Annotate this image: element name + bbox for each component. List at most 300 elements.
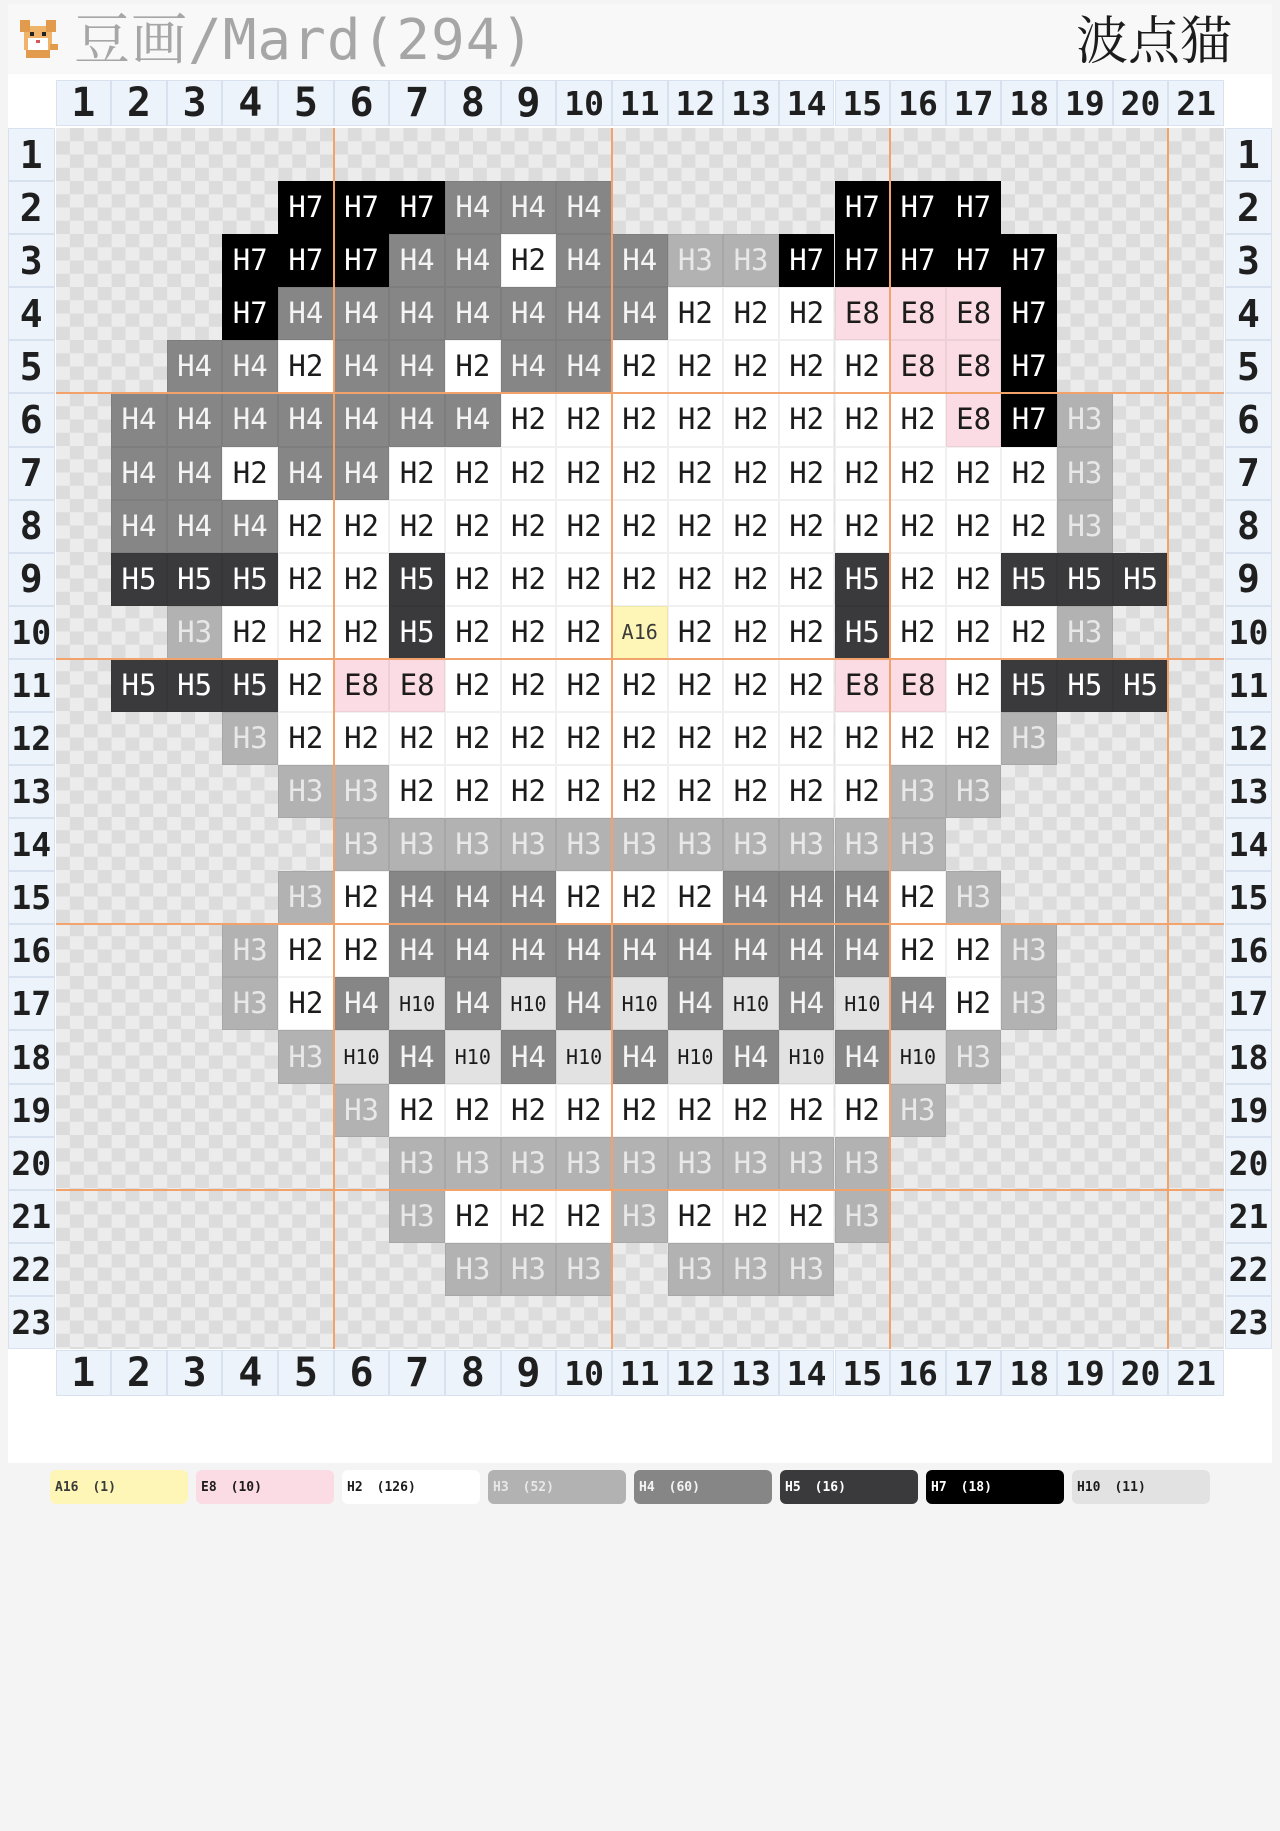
bead-cell[interactable]: H2: [779, 553, 835, 606]
bead-cell[interactable]: H2: [278, 553, 334, 606]
bead-cell[interactable]: H4: [278, 393, 334, 446]
bead-cell[interactable]: H2: [890, 924, 946, 977]
bead-cell[interactable]: H2: [946, 977, 1002, 1030]
bead-cell[interactable]: H4: [111, 393, 167, 446]
bead-cell[interactable]: H2: [445, 1084, 501, 1137]
bead-cell[interactable]: H2: [668, 1084, 724, 1137]
bead-cell[interactable]: H10: [723, 977, 779, 1030]
bead-cell[interactable]: H2: [445, 340, 501, 393]
bead-cell[interactable]: H4: [556, 340, 612, 393]
bead-cell[interactable]: H2: [556, 871, 612, 924]
bead-cell[interactable]: H3: [1001, 977, 1057, 1030]
bead-cell[interactable]: H10: [501, 977, 557, 1030]
bead-cell[interactable]: H10: [668, 1030, 724, 1083]
bead-cell[interactable]: H2: [445, 765, 501, 818]
bead-cell[interactable]: H3: [278, 765, 334, 818]
bead-cell[interactable]: H2: [501, 393, 557, 446]
bead-cell[interactable]: H4: [334, 340, 390, 393]
bead-cell[interactable]: H7: [1001, 234, 1057, 287]
bead-cell[interactable]: H10: [835, 977, 891, 1030]
bead-cell[interactable]: H4: [445, 924, 501, 977]
bead-cell[interactable]: H3: [890, 1084, 946, 1137]
bead-cell[interactable]: H3: [835, 1137, 891, 1190]
bead-cell[interactable]: H4: [334, 447, 390, 500]
bead-cell[interactable]: H7: [278, 234, 334, 287]
bead-cell[interactable]: H10: [779, 1030, 835, 1083]
bead-cell[interactable]: H3: [723, 1243, 779, 1296]
bead-cell[interactable]: H2: [278, 659, 334, 712]
bead-cell[interactable]: H2: [334, 871, 390, 924]
bead-cell[interactable]: H2: [556, 500, 612, 553]
bead-cell[interactable]: H4: [222, 393, 278, 446]
bead-cell[interactable]: H2: [501, 765, 557, 818]
bead-cell[interactable]: H4: [334, 287, 390, 340]
bead-cell[interactable]: H2: [668, 553, 724, 606]
bead-cell[interactable]: H2: [222, 447, 278, 500]
bead-cell[interactable]: H3: [946, 871, 1002, 924]
bead-cell[interactable]: H4: [445, 181, 501, 234]
bead-cell[interactable]: H2: [890, 447, 946, 500]
bead-cell[interactable]: H7: [890, 234, 946, 287]
bead-cell[interactable]: H7: [278, 181, 334, 234]
bead-cell[interactable]: H2: [1001, 447, 1057, 500]
bead-cell[interactable]: H4: [389, 871, 445, 924]
bead-cell[interactable]: H2: [779, 659, 835, 712]
bead-cell[interactable]: H3: [835, 1190, 891, 1243]
bead-cell[interactable]: H10: [556, 1030, 612, 1083]
bead-cell[interactable]: H2: [779, 606, 835, 659]
bead-cell[interactable]: H4: [556, 977, 612, 1030]
bead-cell[interactable]: H5: [1001, 659, 1057, 712]
bead-cell[interactable]: E8: [946, 340, 1002, 393]
bead-cell[interactable]: A16: [612, 606, 668, 659]
bead-cell[interactable]: H3: [445, 818, 501, 871]
bead-cell[interactable]: H7: [389, 181, 445, 234]
bead-cell[interactable]: H4: [445, 977, 501, 1030]
bead-cell[interactable]: H7: [779, 234, 835, 287]
bead-cell[interactable]: H4: [501, 287, 557, 340]
bead-cell[interactable]: H3: [556, 1137, 612, 1190]
bead-cell[interactable]: H3: [222, 924, 278, 977]
bead-cell[interactable]: H2: [278, 977, 334, 1030]
bead-cell[interactable]: H7: [890, 181, 946, 234]
bead-cell[interactable]: H2: [278, 500, 334, 553]
bead-cell[interactable]: H2: [668, 765, 724, 818]
bead-cell[interactable]: H2: [946, 924, 1002, 977]
bead-cell[interactable]: H5: [1113, 659, 1169, 712]
bead-cell[interactable]: H2: [723, 1084, 779, 1137]
bead-cell[interactable]: H2: [946, 447, 1002, 500]
bead-cell[interactable]: H3: [779, 1243, 835, 1296]
bead-cell[interactable]: H7: [835, 234, 891, 287]
bead-cell[interactable]: H7: [334, 234, 390, 287]
bead-cell[interactable]: H4: [278, 287, 334, 340]
bead-cell[interactable]: H2: [556, 553, 612, 606]
bead-cell[interactable]: H4: [668, 924, 724, 977]
bead-cell[interactable]: H2: [835, 500, 891, 553]
bead-cell[interactable]: H2: [668, 871, 724, 924]
bead-cell[interactable]: H2: [723, 712, 779, 765]
bead-cell[interactable]: H2: [389, 765, 445, 818]
bead-cell[interactable]: H2: [501, 447, 557, 500]
bead-cell[interactable]: H7: [1001, 287, 1057, 340]
bead-cell[interactable]: H5: [222, 553, 278, 606]
bead-cell[interactable]: H2: [779, 287, 835, 340]
bead-cell[interactable]: H3: [835, 818, 891, 871]
bead-cell[interactable]: H4: [779, 924, 835, 977]
bead-cell[interactable]: H2: [278, 712, 334, 765]
bead-cell[interactable]: H4: [556, 234, 612, 287]
bead-cell[interactable]: H2: [222, 606, 278, 659]
bead-cell[interactable]: H4: [612, 287, 668, 340]
bead-cell[interactable]: H3: [389, 1137, 445, 1190]
bead-cell[interactable]: H4: [334, 977, 390, 1030]
bead-cell[interactable]: H2: [612, 393, 668, 446]
bead-cell[interactable]: H3: [1057, 393, 1113, 446]
bead-cell[interactable]: H2: [668, 393, 724, 446]
bead-cell[interactable]: H3: [167, 606, 223, 659]
bead-cell[interactable]: H3: [612, 1190, 668, 1243]
bead-cell[interactable]: H2: [779, 447, 835, 500]
bead-cell[interactable]: H4: [835, 924, 891, 977]
bead-cell[interactable]: H5: [835, 606, 891, 659]
bead-cell[interactable]: H2: [779, 340, 835, 393]
bead-cell[interactable]: H10: [445, 1030, 501, 1083]
bead-cell[interactable]: H2: [779, 712, 835, 765]
bead-cell[interactable]: E8: [334, 659, 390, 712]
bead-cell[interactable]: H2: [779, 1190, 835, 1243]
bead-cell[interactable]: H3: [501, 818, 557, 871]
bead-cell[interactable]: H4: [222, 500, 278, 553]
bead-cell[interactable]: H2: [501, 659, 557, 712]
bead-cell[interactable]: H4: [167, 500, 223, 553]
bead-cell[interactable]: H2: [668, 287, 724, 340]
bead-cell[interactable]: H2: [501, 553, 557, 606]
bead-cell[interactable]: H3: [1057, 500, 1113, 553]
bead-cell[interactable]: H4: [890, 977, 946, 1030]
bead-cell[interactable]: H3: [222, 712, 278, 765]
bead-cell[interactable]: H2: [723, 553, 779, 606]
bead-cell[interactable]: H3: [501, 1243, 557, 1296]
bead-cell[interactable]: H2: [946, 500, 1002, 553]
bead-cell[interactable]: H3: [890, 818, 946, 871]
bead-cell[interactable]: H2: [334, 712, 390, 765]
bead-cell[interactable]: E8: [835, 287, 891, 340]
bead-cell[interactable]: H2: [612, 765, 668, 818]
bead-cell[interactable]: H2: [445, 553, 501, 606]
guide-line-vertical: [1167, 128, 1169, 1349]
bead-cell[interactable]: E8: [946, 287, 1002, 340]
bead-cell[interactable]: H4: [779, 871, 835, 924]
bead-cell[interactable]: H3: [890, 765, 946, 818]
bead-cell[interactable]: H3: [334, 818, 390, 871]
bead-cell[interactable]: H2: [556, 1190, 612, 1243]
bead-cell[interactable]: H2: [723, 1190, 779, 1243]
bead-cell[interactable]: H4: [389, 924, 445, 977]
bead-cell[interactable]: H2: [501, 1084, 557, 1137]
bead-cell[interactable]: H2: [612, 712, 668, 765]
bead-cell[interactable]: E8: [946, 393, 1002, 446]
bead-cell[interactable]: H4: [389, 393, 445, 446]
bead-cell[interactable]: H5: [167, 553, 223, 606]
bead-cell[interactable]: H10: [612, 977, 668, 1030]
column-label-bottom: 19: [1057, 1350, 1113, 1396]
bead-cell[interactable]: H4: [222, 340, 278, 393]
bead-cell[interactable]: H10: [389, 977, 445, 1030]
bead-cell[interactable]: H2: [612, 553, 668, 606]
bead-cell[interactable]: H7: [222, 234, 278, 287]
bead-cell[interactable]: H3: [278, 1030, 334, 1083]
bead-cell[interactable]: H2: [501, 712, 557, 765]
bead-cell[interactable]: H2: [668, 500, 724, 553]
bead-cell[interactable]: H3: [278, 871, 334, 924]
bead-cell[interactable]: H2: [890, 500, 946, 553]
bead-cell[interactable]: H2: [668, 712, 724, 765]
bead-cell[interactable]: H2: [556, 606, 612, 659]
bead-cell[interactable]: H4: [556, 924, 612, 977]
bead-cell[interactable]: H3: [723, 818, 779, 871]
bead-cell[interactable]: H3: [389, 1190, 445, 1243]
bead-cell[interactable]: H3: [946, 1030, 1002, 1083]
bead-cell[interactable]: H5: [111, 659, 167, 712]
bead-cell[interactable]: H4: [723, 871, 779, 924]
bead-cell[interactable]: H4: [389, 287, 445, 340]
bead-cell[interactable]: H4: [556, 181, 612, 234]
bead-cell[interactable]: H2: [612, 447, 668, 500]
bead-cell[interactable]: H2: [612, 1084, 668, 1137]
bead-cell[interactable]: H5: [1001, 553, 1057, 606]
bead-cell[interactable]: H2: [890, 606, 946, 659]
bead-cell[interactable]: H3: [389, 818, 445, 871]
bead-cell[interactable]: H2: [723, 500, 779, 553]
bead-cell[interactable]: H2: [445, 447, 501, 500]
bead-cell[interactable]: H3: [779, 1137, 835, 1190]
bead-cell[interactable]: H2: [501, 500, 557, 553]
bead-cell[interactable]: E8: [890, 659, 946, 712]
row-label-right: 23: [1225, 1296, 1272, 1349]
bead-cell[interactable]: H5: [1057, 553, 1113, 606]
bead-cell[interactable]: H2: [278, 924, 334, 977]
bead-cell[interactable]: H2: [445, 500, 501, 553]
bead-cell[interactable]: H2: [612, 871, 668, 924]
bead-cell[interactable]: H3: [946, 765, 1002, 818]
legend-chip: [50, 1470, 188, 1504]
bead-cell[interactable]: H5: [1113, 553, 1169, 606]
bead-cell[interactable]: H4: [501, 924, 557, 977]
bead-cell[interactable]: H5: [389, 606, 445, 659]
bead-cell[interactable]: H3: [1001, 924, 1057, 977]
bead-cell[interactable]: H2: [835, 393, 891, 446]
bead-cell[interactable]: H2: [556, 765, 612, 818]
bead-cell[interactable]: H2: [723, 447, 779, 500]
bead-cell[interactable]: H3: [222, 977, 278, 1030]
bead-cell[interactable]: H3: [1057, 606, 1113, 659]
bead-cell[interactable]: H4: [501, 1030, 557, 1083]
bead-cell[interactable]: H2: [556, 659, 612, 712]
bead-cell[interactable]: H4: [723, 1030, 779, 1083]
bead-cell[interactable]: H2: [334, 606, 390, 659]
bead-cell[interactable]: H2: [334, 500, 390, 553]
bead-cell[interactable]: H4: [111, 500, 167, 553]
bead-cell[interactable]: H2: [556, 447, 612, 500]
bead-cell[interactable]: H2: [946, 606, 1002, 659]
bead-cell[interactable]: H7: [1001, 340, 1057, 393]
bead-cell[interactable]: H3: [501, 1137, 557, 1190]
bead-cell[interactable]: H4: [334, 393, 390, 446]
bead-cell[interactable]: H2: [556, 393, 612, 446]
bead-cell[interactable]: H10: [334, 1030, 390, 1083]
bead-cell[interactable]: H3: [723, 234, 779, 287]
bead-cell[interactable]: H4: [111, 447, 167, 500]
bead-cell[interactable]: H2: [445, 606, 501, 659]
bead-cell[interactable]: H7: [835, 181, 891, 234]
bead-cell[interactable]: H2: [668, 606, 724, 659]
bead-cell[interactable]: H2: [278, 606, 334, 659]
bead-cell[interactable]: H2: [723, 659, 779, 712]
bead-cell[interactable]: H4: [445, 871, 501, 924]
bead-cell[interactable]: H2: [612, 659, 668, 712]
bead-cell[interactable]: E8: [890, 340, 946, 393]
bead-cell[interactable]: H7: [946, 181, 1002, 234]
bead-cell[interactable]: H2: [779, 1084, 835, 1137]
bead-cell[interactable]: E8: [890, 287, 946, 340]
bead-cell[interactable]: H2: [668, 1190, 724, 1243]
bead-cell[interactable]: H4: [835, 1030, 891, 1083]
bead-cell[interactable]: H4: [167, 340, 223, 393]
bead-cell[interactable]: H4: [723, 924, 779, 977]
bead-cell[interactable]: H7: [1001, 393, 1057, 446]
bead-cell[interactable]: H4: [389, 340, 445, 393]
bead-cell[interactable]: H4: [612, 1030, 668, 1083]
bead-cell[interactable]: H3: [612, 1137, 668, 1190]
bead-cell[interactable]: H2: [835, 1084, 891, 1137]
bead-cell[interactable]: H2: [501, 1190, 557, 1243]
bead-cell[interactable]: H2: [1001, 606, 1057, 659]
bead-cell[interactable]: H2: [445, 712, 501, 765]
bead-cell[interactable]: E8: [835, 659, 891, 712]
bead-cell[interactable]: H2: [946, 712, 1002, 765]
bead-cell[interactable]: H4: [389, 1030, 445, 1083]
bead-cell[interactable]: H7: [334, 181, 390, 234]
bead-cell[interactable]: H3: [723, 1137, 779, 1190]
bead-cell[interactable]: H2: [389, 447, 445, 500]
bead-cell[interactable]: H2: [612, 500, 668, 553]
bead-cell[interactable]: H2: [890, 871, 946, 924]
bead-cell[interactable]: H7: [222, 287, 278, 340]
bead-cell[interactable]: H4: [668, 977, 724, 1030]
bead-cell[interactable]: H5: [389, 553, 445, 606]
bead-cell[interactable]: H2: [835, 340, 891, 393]
bead-cell[interactable]: H2: [723, 765, 779, 818]
bead-cell[interactable]: H3: [779, 818, 835, 871]
bead-cell[interactable]: H4: [445, 287, 501, 340]
bead-cell[interactable]: H4: [167, 393, 223, 446]
bead-cell[interactable]: H4: [445, 234, 501, 287]
bead-cell[interactable]: H2: [556, 712, 612, 765]
bead-cell[interactable]: H5: [1057, 659, 1113, 712]
bead-cell[interactable]: H2: [445, 659, 501, 712]
bead-cell[interactable]: H3: [668, 234, 724, 287]
bead-cell[interactable]: H2: [890, 393, 946, 446]
bead-cell[interactable]: H2: [779, 500, 835, 553]
bead-cell[interactable]: H4: [389, 234, 445, 287]
bead-cell[interactable]: H2: [612, 340, 668, 393]
bead-cell[interactable]: H2: [278, 340, 334, 393]
bead-cell[interactable]: H5: [222, 659, 278, 712]
bead-cell[interactable]: H2: [668, 340, 724, 393]
bead-cell[interactable]: H3: [556, 1243, 612, 1296]
bead-cell[interactable]: E8: [389, 659, 445, 712]
bead-cell[interactable]: H3: [1001, 712, 1057, 765]
bead-cell[interactable]: H4: [556, 287, 612, 340]
bead-cell[interactable]: H3: [668, 1137, 724, 1190]
bead-cell[interactable]: H2: [334, 553, 390, 606]
pattern-name: 波点猫: [1075, 12, 1232, 72]
bead-cell[interactable]: H2: [556, 1084, 612, 1137]
bead-cell[interactable]: H2: [668, 447, 724, 500]
bead-cell[interactable]: H4: [501, 340, 557, 393]
bead-cell[interactable]: H2: [723, 287, 779, 340]
bead-cell[interactable]: H3: [556, 818, 612, 871]
bead-cell[interactable]: H4: [278, 447, 334, 500]
bead-cell[interactable]: H5: [835, 553, 891, 606]
bead-cell[interactable]: H2: [779, 393, 835, 446]
bead-cell[interactable]: H4: [167, 447, 223, 500]
bead-cell[interactable]: H4: [445, 393, 501, 446]
bead-cell[interactable]: H3: [445, 1243, 501, 1296]
bead-cell[interactable]: H2: [723, 340, 779, 393]
bead-cell[interactable]: H2: [445, 1190, 501, 1243]
bead-cell[interactable]: H2: [501, 606, 557, 659]
bead-cell[interactable]: H4: [612, 924, 668, 977]
bead-cell[interactable]: H2: [890, 553, 946, 606]
bead-cell[interactable]: H2: [835, 765, 891, 818]
bead-cell[interactable]: H3: [334, 765, 390, 818]
bead-cell[interactable]: H3: [1057, 447, 1113, 500]
bead-cell[interactable]: H2: [723, 606, 779, 659]
bead-cell[interactable]: H2: [835, 712, 891, 765]
bead-cell[interactable]: H3: [668, 818, 724, 871]
bead-cell[interactable]: H2: [946, 553, 1002, 606]
bead-cell[interactable]: H3: [612, 818, 668, 871]
bead-cell[interactable]: H2: [334, 924, 390, 977]
bead-cell[interactable]: H3: [334, 1084, 390, 1137]
bead-cell[interactable]: H3: [445, 1137, 501, 1190]
bead-cell[interactable]: H5: [111, 553, 167, 606]
bead-cell[interactable]: H10: [890, 1030, 946, 1083]
bead-cell[interactable]: H5: [167, 659, 223, 712]
bead-cell[interactable]: H2: [1001, 500, 1057, 553]
bead-cell[interactable]: H4: [501, 181, 557, 234]
bead-cell[interactable]: H4: [835, 871, 891, 924]
bead-cell[interactable]: H4: [501, 871, 557, 924]
bead-cell[interactable]: H4: [612, 234, 668, 287]
bead-cell[interactable]: H7: [946, 234, 1002, 287]
bead-cell[interactable]: H2: [890, 712, 946, 765]
bead-cell[interactable]: H2: [835, 447, 891, 500]
bead-cell[interactable]: H2: [946, 659, 1002, 712]
bead-cell[interactable]: H2: [389, 712, 445, 765]
bead-cell[interactable]: H2: [779, 765, 835, 818]
bead-cell[interactable]: H2: [668, 659, 724, 712]
row-label-left: 16: [8, 924, 55, 977]
bead-cell[interactable]: H2: [389, 500, 445, 553]
bead-cell[interactable]: H2: [501, 234, 557, 287]
bead-cell[interactable]: H2: [723, 393, 779, 446]
bead-cell[interactable]: H2: [389, 1084, 445, 1137]
bead-cell[interactable]: H4: [779, 977, 835, 1030]
bead-cell[interactable]: H3: [668, 1243, 724, 1296]
